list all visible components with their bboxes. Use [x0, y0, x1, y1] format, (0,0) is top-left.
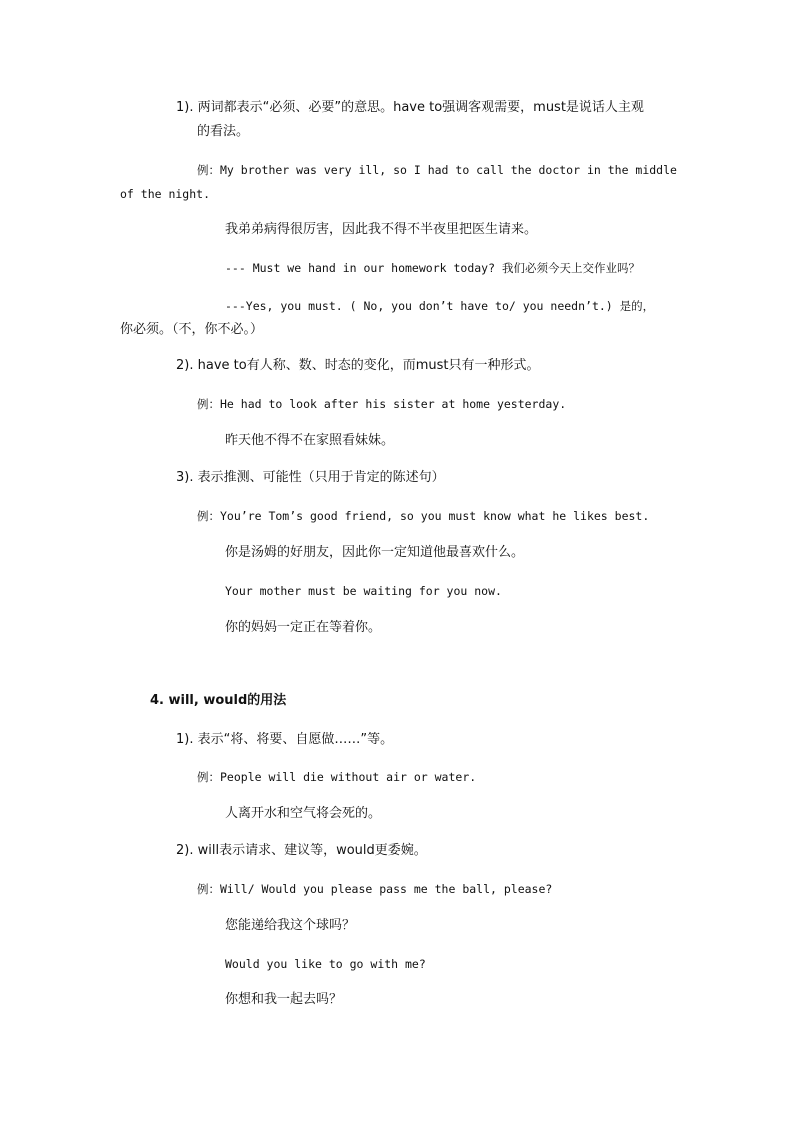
example-3b-translation: 你的妈妈一定正在等着你。 [225, 620, 382, 635]
point-1-line-2: 的看法。 [197, 124, 250, 139]
example-1-answer-line-1: ---Yes, you must. ( No, you don’t have to/ you needn’t.) 是的， [225, 299, 655, 313]
point-3: 3). 表示推测、可能性（只用于肯定的陈述句） [176, 470, 445, 485]
s4-point-1: 1). 表示“将、将要、自愿做……”等。 [176, 732, 394, 747]
s4-point-2: 2). will表示请求、建议等，would更委婉。 [176, 843, 427, 858]
example-1-line-1: 例：My brother was very ill, so I had to call the doctor in the middle [197, 163, 677, 177]
s4-example-1: 例：People will die without air or water. [197, 770, 477, 784]
example-3: 例：You’re Tom’s good friend, so you must know what he likes best. [197, 509, 650, 523]
example-3b: Your mother must be waiting for you now. [225, 584, 502, 598]
example-2-translation: 昨天他不得不在家照看妹妹。 [225, 433, 395, 448]
example-1-answer-line-2: 你必须。（不，你不必。） [120, 322, 264, 337]
point-2: 2). have to有人称、数、时态的变化，而must只有一种形式。 [176, 358, 540, 373]
example-1-line-2: of the night. [120, 187, 211, 201]
s4-example-2: 例：Will/ Would you please pass me the ball, please? [197, 882, 553, 896]
example-1-translation: 我弟弟病得很厉害，因此我不得不半夜里把医生请来。 [225, 222, 538, 237]
point-1-line-1: 1). 两词都表示“必须、必要”的意思。have to强调客观需要，must是说话人主观 [176, 100, 644, 115]
s4-example-2b-translation: 你想和我一起去吗？ [225, 992, 343, 1007]
s4-example-2-translation: 您能递给我这个球吗？ [225, 918, 356, 933]
s4-example-1-translation: 人离开水和空气将会死的。 [225, 806, 382, 821]
example-2: 例：He had to look after his sister at home yesterday. [197, 397, 567, 411]
example-3-translation: 你是汤姆的好朋友，因此你一定知道他最喜欢什么。 [225, 545, 525, 560]
section-4-heading: 4. will, would的用法 [150, 693, 287, 708]
s4-example-2b: Would you like to go with me? [225, 957, 426, 971]
example-1-question: --- Must we hand in our homework today? 我们必须今天上交作业吗？ [225, 261, 640, 275]
